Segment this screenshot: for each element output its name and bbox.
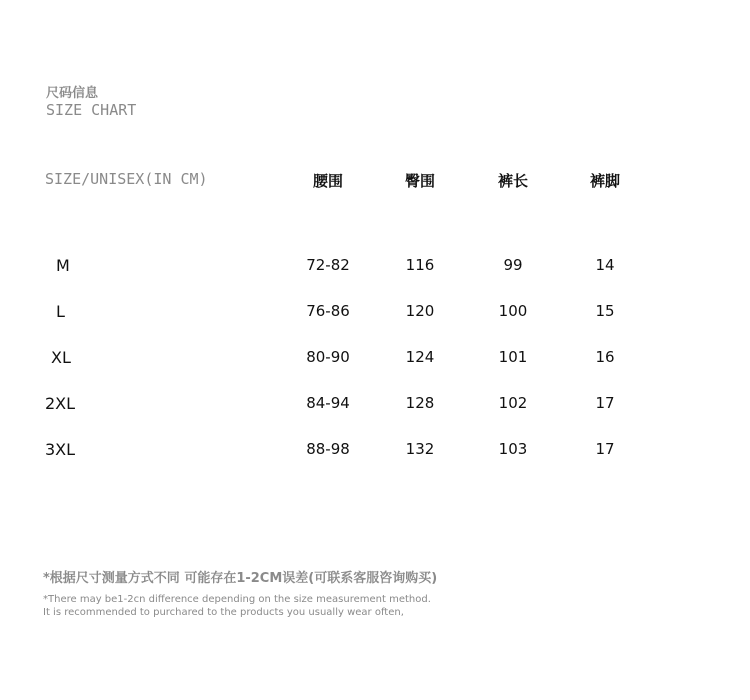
hip-value: 120 — [405, 302, 435, 320]
hem-value: 15 — [595, 302, 615, 320]
hem-value: 16 — [595, 348, 615, 366]
length-value: 100 — [498, 302, 528, 320]
note-en — [43, 593, 431, 619]
hip-value: 116 — [405, 256, 435, 274]
note-en-line-1: *There may be1-2cn difference depending on the size measurement method. — [43, 594, 431, 605]
column-header-hem: 裤脚 — [589, 172, 620, 190]
waist-value: 80-90 — [306, 348, 350, 366]
waist-value: 72-82 — [306, 256, 350, 274]
column-header-length: 裤长 — [497, 172, 528, 190]
size-label: 2XL — [45, 394, 76, 413]
note-en-line-2: It is recommended to purchared to the products you usually wear often, — [43, 607, 404, 618]
size-label: L — [56, 302, 65, 321]
hem-value: 14 — [595, 256, 615, 274]
length-value: 99 — [503, 256, 523, 274]
size-column-header: SIZE/UNISEX(IN CM) — [45, 170, 208, 188]
hem-value: 17 — [595, 440, 615, 458]
table-row — [0, 394, 750, 418]
waist-value: 84-94 — [306, 394, 350, 412]
hip-value: 124 — [405, 348, 435, 366]
waist-value: 88-98 — [306, 440, 350, 458]
column-header-waist: 腰围 — [312, 172, 343, 190]
table-row — [0, 348, 750, 372]
size-chart-title-cn: 尺码信息 — [46, 86, 99, 101]
hem-value: 17 — [595, 394, 615, 412]
size-label: XL — [51, 348, 71, 367]
table-row — [0, 256, 750, 280]
hip-value: 128 — [405, 394, 435, 412]
table-row — [0, 440, 750, 464]
length-value: 101 — [498, 348, 528, 366]
waist-value: 76-86 — [306, 302, 350, 320]
size-label: M — [56, 256, 70, 275]
length-value: 103 — [498, 440, 528, 458]
column-header-hip: 臀围 — [404, 172, 435, 190]
length-value: 102 — [498, 394, 528, 412]
note-cn: *根据尺寸测量方式不同 可能存在1-2CM误差(可联系客服咨询购买) — [43, 571, 438, 586]
size-chart-title-en: SIZE CHART — [46, 101, 137, 119]
hip-value: 132 — [405, 440, 435, 458]
table-row — [0, 302, 750, 326]
size-label: 3XL — [45, 440, 76, 459]
